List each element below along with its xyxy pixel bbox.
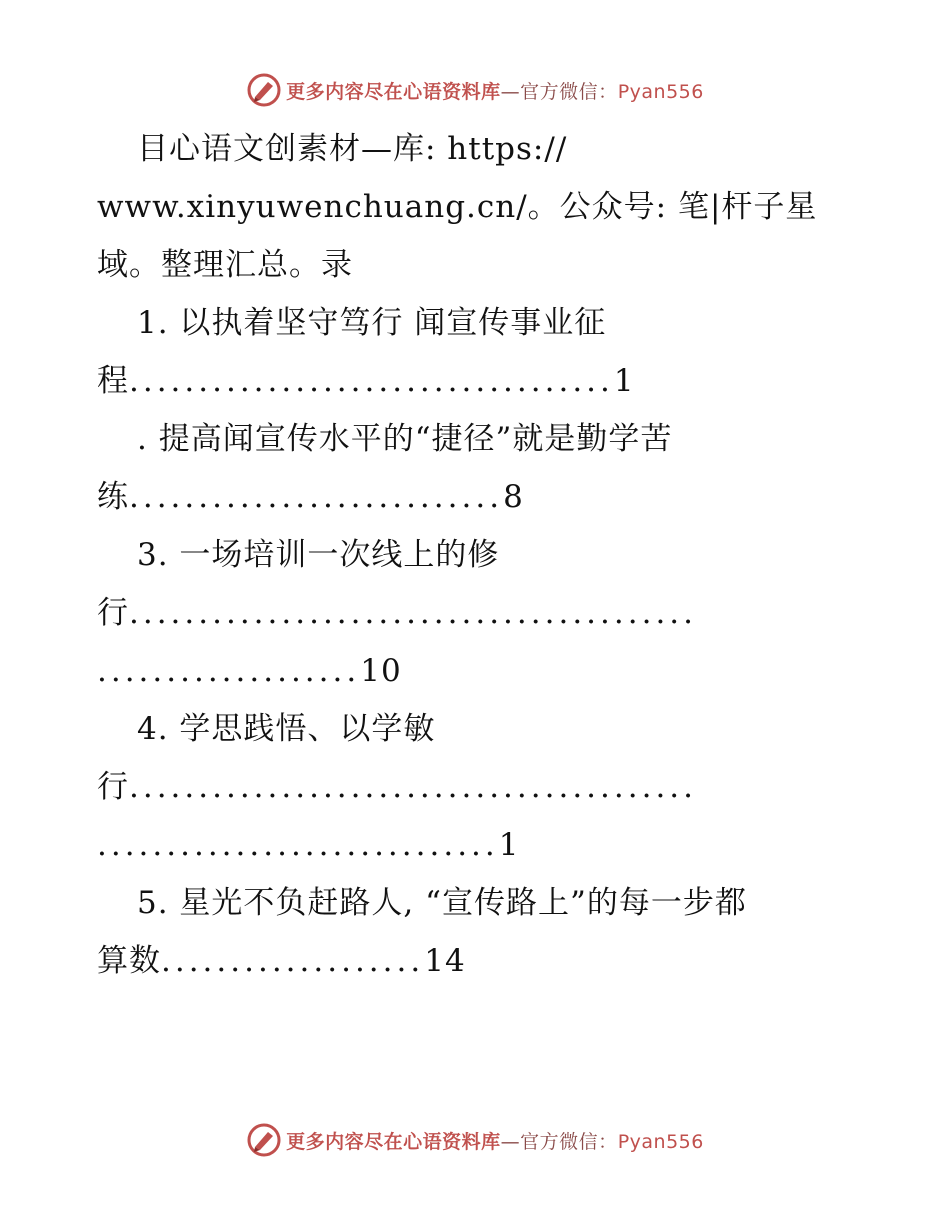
toc-title-tail: 算数 bbox=[97, 943, 161, 979]
intro-line: www.xinyuwenchuang.cn/。公众号: 笔|杆子星 bbox=[97, 189, 818, 225]
toc-title: . 提高闻宣传水平的“捷径”就是勤学苦 bbox=[137, 421, 673, 457]
toc-dots: ................... bbox=[161, 943, 425, 979]
toc-page-number: 14 bbox=[424, 943, 466, 979]
toc-dots: ............................. bbox=[97, 827, 499, 863]
banner-main-text: 更多内容尽在心语资料库 bbox=[286, 80, 501, 103]
intro-line: 目心语文创素材—库: https:// bbox=[137, 131, 568, 167]
toc-leader-line bbox=[97, 816, 857, 874]
toc-entry bbox=[97, 874, 857, 990]
toc-entry bbox=[97, 410, 857, 526]
toc-entry bbox=[97, 294, 857, 410]
toc-page-number: 8 bbox=[503, 479, 524, 515]
banner-dash: — bbox=[500, 80, 521, 103]
toc-page-number: 1 bbox=[498, 827, 520, 863]
toc-dots: ................................... bbox=[129, 363, 614, 399]
banner-wechat-id: Pyan556 bbox=[617, 80, 704, 103]
toc-leader-line bbox=[97, 758, 857, 816]
toc-dots: ......................................... bbox=[129, 595, 698, 631]
banner-sub-text: 官方微信： bbox=[520, 80, 618, 103]
toc-leader-line bbox=[97, 468, 857, 526]
toc-entry bbox=[97, 526, 857, 700]
toc-page-number: 1 bbox=[613, 363, 635, 399]
toc-title-tail: 行 bbox=[97, 595, 129, 631]
toc-leader-line bbox=[97, 352, 857, 410]
pen-logo-icon bbox=[246, 72, 282, 108]
toc-title: 5. 星光不负赶路人, “宣传路上”的每一步都 bbox=[137, 885, 747, 921]
toc-title-tail: 练 bbox=[97, 479, 129, 515]
toc-dots: ................... bbox=[97, 653, 361, 689]
toc-entry bbox=[97, 700, 857, 874]
banner-text bbox=[286, 77, 704, 104]
pen-logo-icon bbox=[246, 1122, 282, 1158]
toc-title: 3. 一场培训一次线上的修 bbox=[137, 537, 500, 573]
banner-dash: — bbox=[500, 1130, 521, 1153]
toc-leader-line bbox=[97, 642, 857, 700]
banner-sub-text: 官方微信： bbox=[520, 1130, 618, 1153]
toc-dots: ......................................... bbox=[129, 769, 698, 805]
toc-leader-line bbox=[97, 584, 857, 642]
banner-wechat-id: Pyan556 bbox=[617, 1130, 704, 1153]
toc-dots: ........................... bbox=[129, 479, 504, 515]
document-body bbox=[97, 120, 857, 990]
footer-banner bbox=[0, 1120, 950, 1160]
intro-line: 域。整理汇总。录 bbox=[97, 247, 353, 283]
toc-leader-line bbox=[97, 932, 857, 990]
toc-title: 1. 以执着坚守笃行 闻宣传事业征 bbox=[137, 305, 607, 341]
banner-main-text: 更多内容尽在心语资料库 bbox=[286, 1130, 501, 1153]
banner-text bbox=[286, 1127, 704, 1154]
toc-title-tail: 行 bbox=[97, 769, 129, 805]
toc-title-tail: 程 bbox=[97, 363, 129, 399]
toc-title: 4. 学思践悟、以学敏 bbox=[137, 711, 436, 747]
toc-page-number: 10 bbox=[360, 653, 402, 689]
header-banner bbox=[0, 70, 950, 110]
